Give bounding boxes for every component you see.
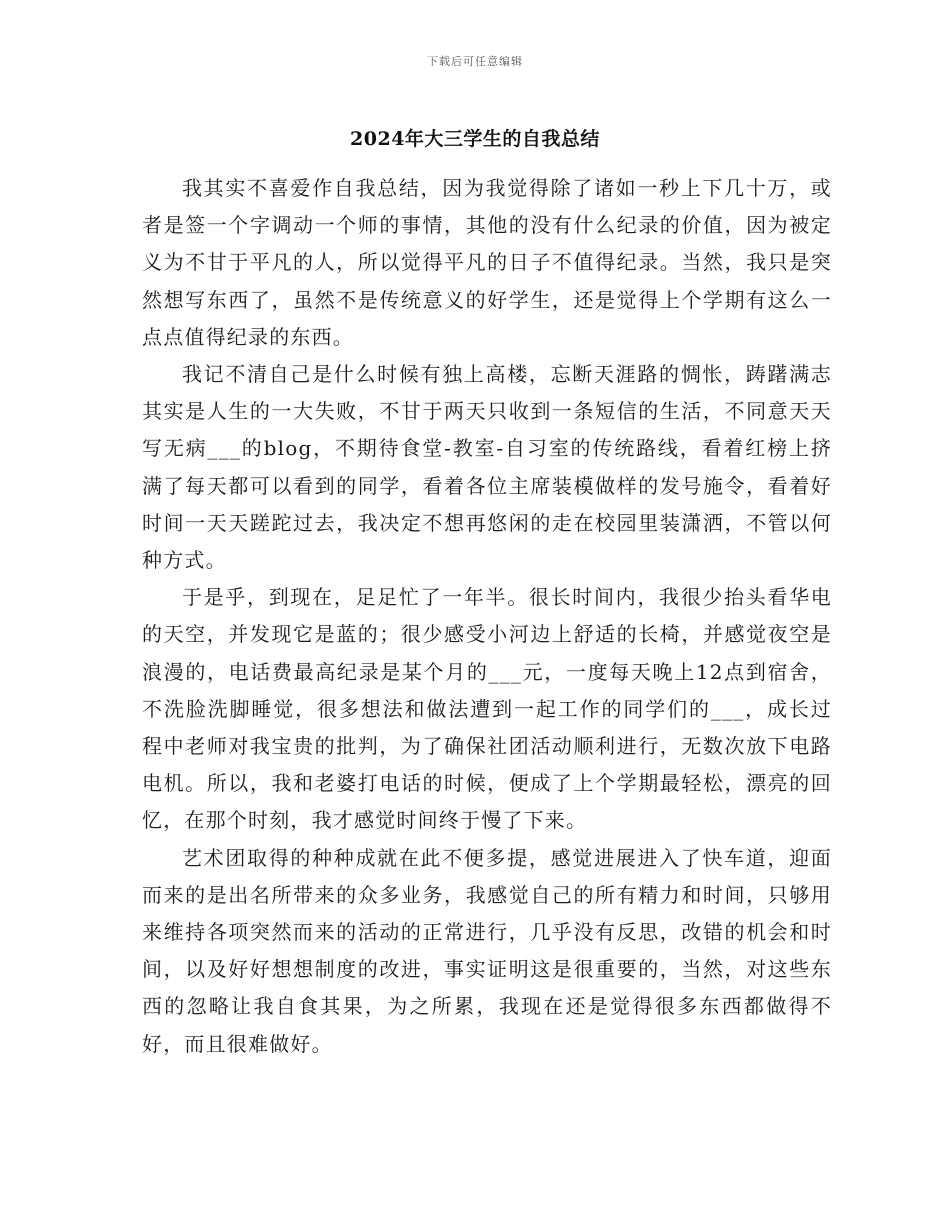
paragraph: 于是乎，到现在，足足忙了一年半。很长时间内，我很少抬头看华电的天空，并发现它是蓝的；很少感受小河边上舒适的长椅，并感觉夜空是浪漫的，电话费最高纪录是某个月的___元，一度每天晚上12点到宿舍，不洗脸洗脚睡觉，很多想法和做法遭到一起工作的同学们的___，成长过程中老师对我宝贵的批判，为了确保社团活动顺利进行，无数次放下电路电机。所以，我和老婆打电话的时候，便成了上个学期最轻松，漂亮的回忆，在那个时刻，我才感觉时间终于慢了下来。 — [142, 585, 832, 833]
paragraph: 我其实不喜爱作自我总结，因为我觉得除了诸如一秒上下几十万，或者是签一个字调动一个师的事情，其他的没有什么纪录的价值，因为被定义为不甘于平凡的人，所以觉得平凡的日子不值得纪录。当然，我只是突然想写东西了，虽然不是传统意义的好学生，还是觉得上个学期有这么一点点值得纪录的东西。 — [142, 176, 832, 349]
document-body — [142, 170, 832, 1063]
document-title: 2024年大三学生的自我总结 — [350, 128, 600, 150]
paragraph: 艺术团取得的种种成就在此不便多提，感觉进展进入了快车道，迎面而来的是出名所带来的众多业务，我感觉自己的所有精力和时间，只够用来维持各项突然而来的活动的正常进行，几乎没有反思，改错的机会和时间，以及好好想想制度的改进，事实证明这是很重要的，当然，对这些东西的忽略让我自食其果，为之所累，我现在还是觉得很多东西都做得不好，而且很难做好。 — [142, 845, 832, 1056]
paragraph: 我记不清自己是什么时候有独上高楼，忘断天涯路的惆怅，踌躇满志其实是人生的一大失败，不甘于两天只收到一条短信的生活，不同意天天写无病___的blog，不期待食堂-教室-自习室的传统路线，看着红榜上挤满了每天都可以看到的同学，看着各位主席装模做样的发号施令，看着好时间一天天蹉跎过去，我决定不想再悠闲的走在校园里装潇洒，不管以何种方式。 — [142, 362, 832, 573]
page-header-note: 下载后可任意编辑 — [427, 55, 523, 68]
